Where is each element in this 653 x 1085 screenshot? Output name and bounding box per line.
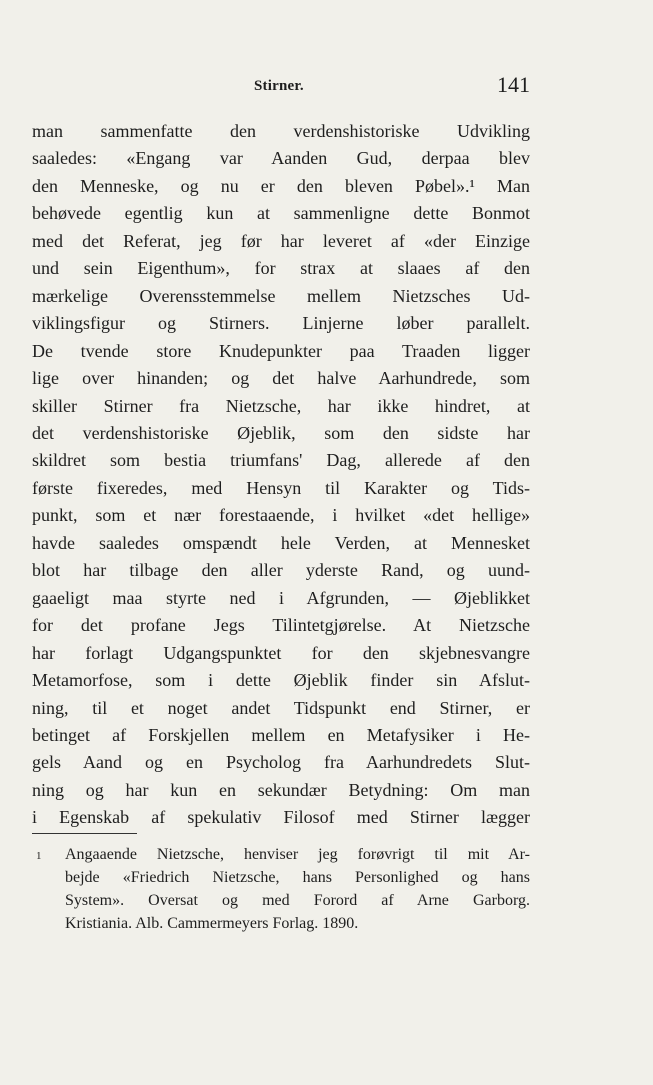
body-text [32, 118, 530, 832]
footnote-line: bejde «Friedrich Nietzsche, hans Personlighed og hans [65, 869, 530, 886]
text-line: i Egenskab af spekulativ Filosof med Stirner lægger [32, 807, 530, 828]
text-line: første fixeredes, med Hensyn til Karakter og Tids- [32, 477, 530, 498]
text-line: behøvede egentlig kun at sammenligne dette Bonmot [32, 203, 530, 224]
text-line: lige over hinanden; og det halve Aarhundrede, som [32, 368, 530, 389]
text-line: ning, til et noget andet Tidspunkt end Stirner, er [32, 697, 530, 718]
text-line: punkt, som et nær forestaaende, i hvilket «det hellige» [32, 505, 530, 526]
text-line: ning og har kun en sekundær Betydning: Om man [32, 779, 530, 800]
text-line: man sammenfatte den verdenshistoriske Udvikling [32, 121, 530, 141]
footnote-rule [32, 833, 137, 834]
footnotes [32, 843, 530, 935]
text-line: for det profane Jegs Tilintetgjørelse. At Nietzsche [32, 615, 530, 636]
text-line: De tvende store Knudepunkter paa Traaden ligger [32, 340, 530, 361]
text-line: det verdenshistoriske Øjeblik, som den sidste har [32, 422, 530, 443]
footnote-marker: 1 [36, 850, 42, 862]
text-line: med det Referat, jeg før har leveret af «der Einzige [32, 230, 530, 251]
text-line: den Menneske, og nu er den bleven Pøbel».¹ Man [32, 175, 530, 196]
footnote [32, 843, 530, 935]
text-line: gels Aand og en Psycholog fra Aarhundredets Slut- [32, 752, 530, 773]
text-line: viklingsfigur og Stirners. Linjerne løber parallelt. [32, 313, 530, 334]
text-line: havde saaledes omspændt hele Verden, at Mennesket [32, 532, 530, 553]
text-line: skiller Stirner fra Nietzsche, har ikke hindret, at [32, 395, 530, 416]
page-number: 141 [497, 72, 530, 97]
text-line: betinget af Forskjellen mellem en Metafysiker i He- [32, 724, 530, 745]
text-line: gaaeligt maa styrte ned i Afgrunden, — Øjeblikket [32, 587, 530, 608]
footnote-line: Angaaende Nietzsche, henviser jeg forøvrigt til mit Ar- [65, 846, 530, 863]
text-line: blot har tilbage den aller yderste Rand, og uund- [32, 560, 530, 581]
text-line: mærkelige Overensstemmelse mellem Nietzsches Ud- [32, 285, 530, 306]
text-line: har forlagt Udgangspunktet for den skjebnesvangre [32, 642, 530, 663]
footnote-line: Kristiania. Alb. Cammermeyers Forlag. 1890. [65, 915, 359, 932]
text-line: saaledes: «Engang var Aanden Gud, derpaa blev [32, 148, 530, 169]
text-line: skildret som bestia triumfans' Dag, allerede af den [32, 450, 530, 471]
text-line: Metamorfose, som i dette Øjeblik finder sin Afslut- [32, 670, 530, 691]
running-head: Stirner. [254, 78, 304, 94]
footnote-line: System». Oversat og med Forord af Arne Garborg. [65, 892, 530, 909]
text-line: und sein Eigenthum», for strax at slaaes af den [32, 258, 530, 279]
page-header [32, 70, 530, 100]
